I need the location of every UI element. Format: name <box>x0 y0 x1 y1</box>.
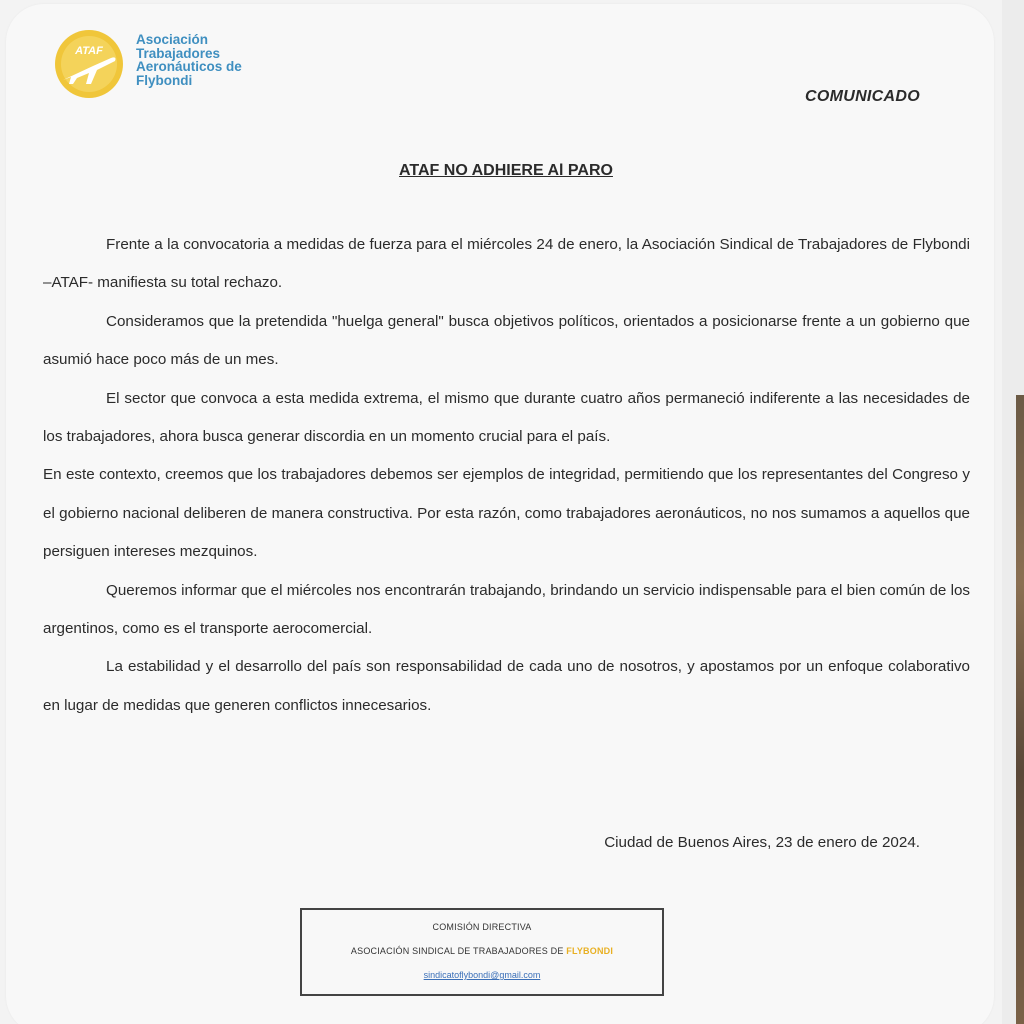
signature-line-2 <box>302 946 662 956</box>
signature-box <box>300 908 664 996</box>
org-line-3: Aeronáuticos de <box>136 59 242 74</box>
paragraph-6: La estabilidad y el desarrollo del país son responsabilidad de cada uno de nosotros, y apostamos por un enfoque colaborativo en lugar de medidas que generen conflictos innecesarios. <box>43 658 970 714</box>
paragraph-2: Consideramos que la pretendida "huelga general" busca objetivos políticos, orientados a posicionarse frente a un gobierno que asumió hace poco más de un mes. <box>43 312 970 369</box>
comunicado-label: COMUNICADO <box>805 88 920 105</box>
org-line-1: Asociación <box>136 32 209 47</box>
document-body <box>43 226 970 725</box>
signature-brand: FLYBONDI <box>566 946 614 956</box>
document-page <box>6 4 994 1024</box>
paragraph-3: El sector que convoca a esta medida extrema, el mismo que durante cuatro años permaneció indiferente a las necesidades de los trabajadores, ahora busca generar discordia en un momento crucial para el país. <box>43 389 970 446</box>
paragraph-1: Frente a la convocatoria a medidas de fuerza para el miércoles 24 de enero, la Asociación Sindical de Trabajadores de Flybondi –ATAF- manifiesta su total rechazo. <box>43 236 970 292</box>
organization-name <box>136 33 296 87</box>
org-line-4: Flybondi <box>136 72 193 88</box>
ataf-logo <box>53 28 125 100</box>
signature-line-1: COMISIÓN DIRECTIVA <box>432 922 532 932</box>
closing-date-line: Ciudad de Buenos Aires, 23 de enero de 2024. <box>604 834 920 851</box>
airplane-logo-icon <box>53 28 125 100</box>
document-title: ATAF NO ADHIERE Al PARO <box>399 162 613 179</box>
paragraph-5: Queremos informar que el miércoles nos encontrarán trabajando, brindando un servicio indispensable para el bien común de los argentinos, como es el transporte aerocomercial. <box>43 581 970 638</box>
signature-email-link[interactable]: sindicatoflybondi@gmail.com <box>423 970 541 980</box>
adjacent-photo-edge <box>1016 395 1024 1024</box>
org-line-2: Trabajadores <box>136 45 221 61</box>
logo-text: ATAF <box>75 45 103 57</box>
signature-org-prefix: ASOCIACIÓN SINDICAL DE TRABAJADORES DE <box>350 946 567 956</box>
paragraph-4: En este contexto, creemos que los trabajadores debemos ser ejemplos de integridad, permitiendo que los representantes del Congreso y el gobierno nacional deliberen de manera constructiva. Por esta razón, como trabajadores aeronáuticos, no nos sumamos a aquellos que persiguen intereses mezquinos. <box>43 466 970 561</box>
